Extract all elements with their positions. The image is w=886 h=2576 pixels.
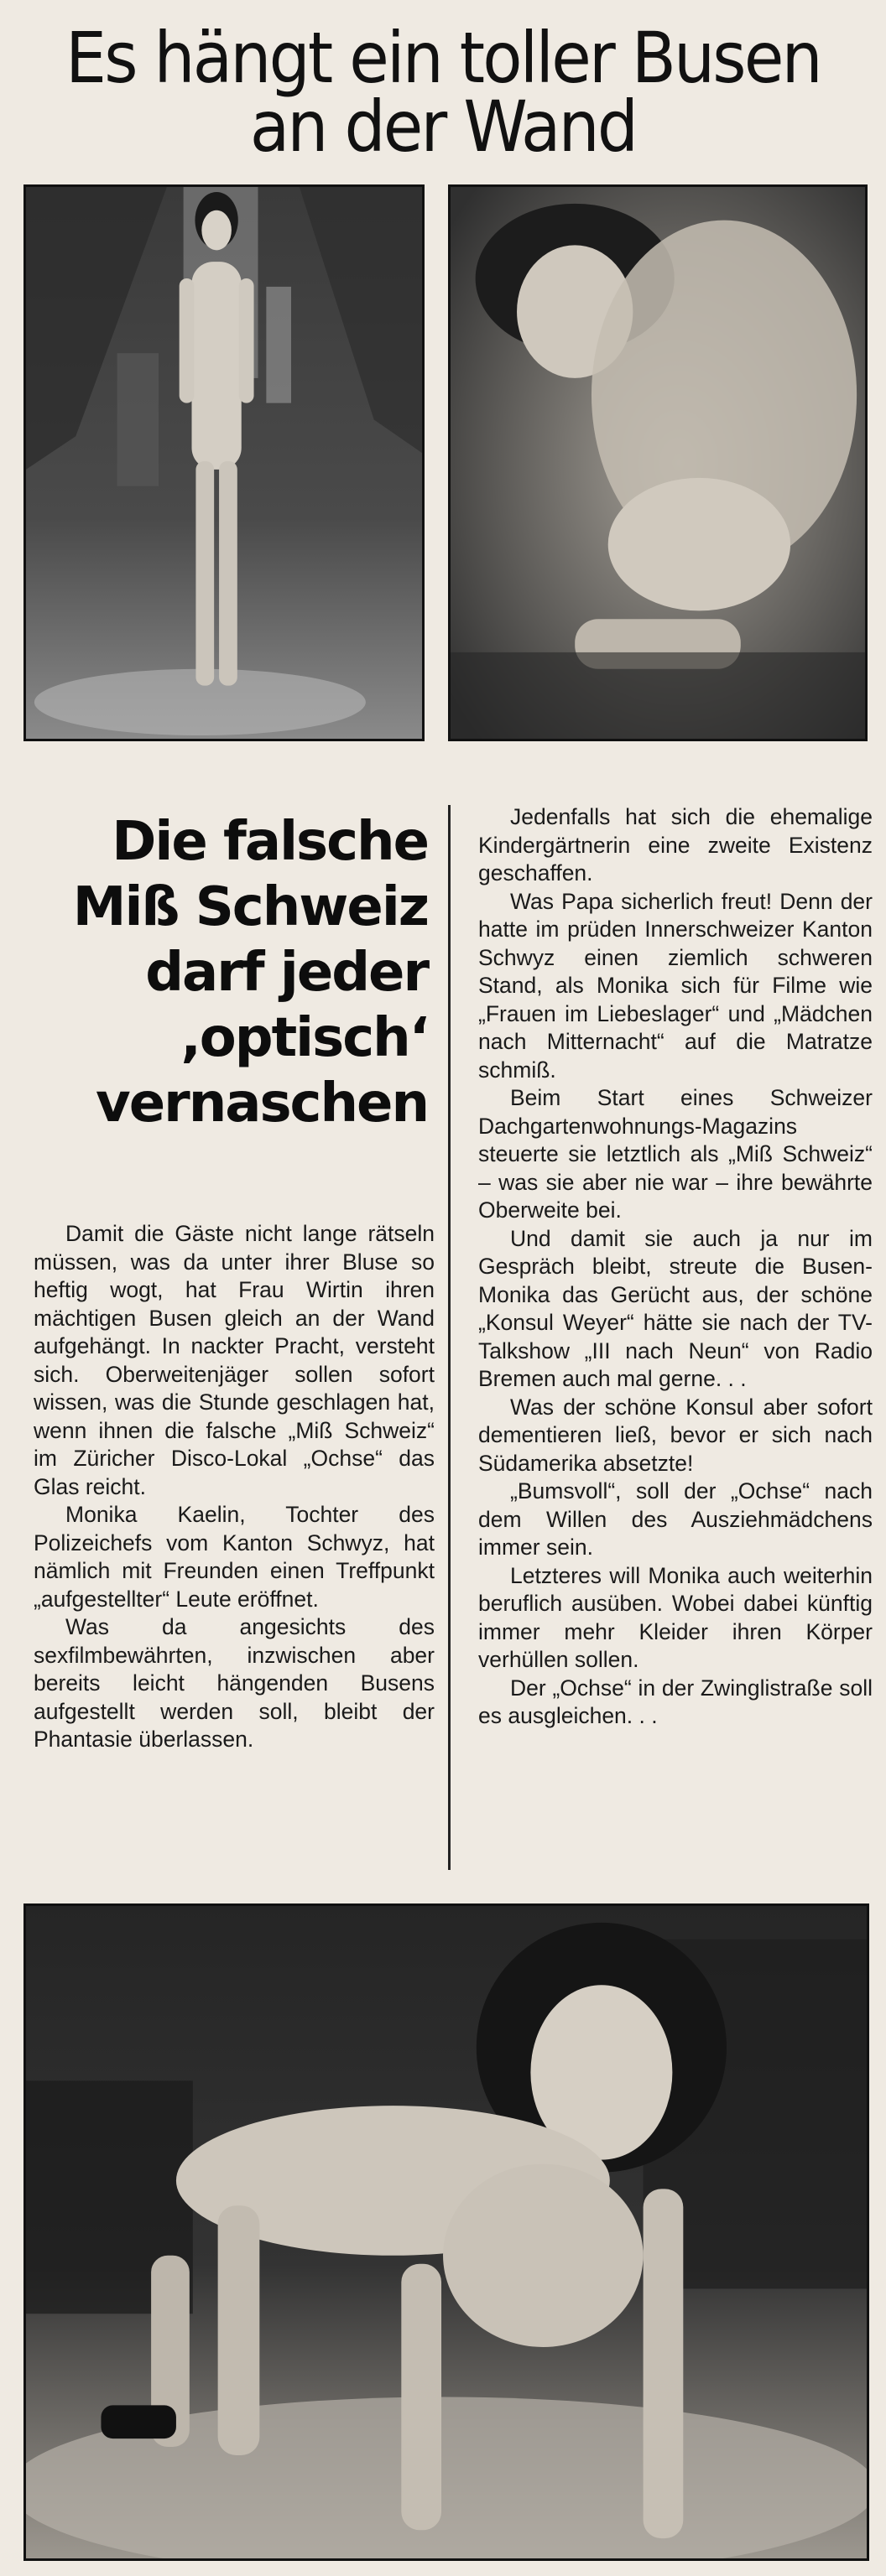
photo-standing xyxy=(23,184,425,741)
paragraph: Monika Kaelin, Tochter des Polizeichefs vom Kanton Schwyz, hat nämlich mit Freunden einen Treffpunkt „aufgestellter“ Leute eröffnet. xyxy=(34,1502,435,1612)
headline-line-2: an der Wand xyxy=(249,86,637,168)
headline xyxy=(35,17,851,168)
subhead-line: darf jeder xyxy=(145,942,428,1004)
paragraph: „Bumsvoll“, soll der „Ochse“ nach dem Willen des Ausziehmädchens immer sein. xyxy=(478,1478,873,1560)
paragraph: Jedenfalls hat sich die ehemalige Kindergärtnerin eine zweite Existenz geschaffen. xyxy=(478,804,873,886)
article-left-column xyxy=(34,1220,435,1754)
subhead-line: vernaschen xyxy=(96,1072,428,1135)
paragraph: Und damit sie auch ja nur im Gespräch bleibt, streute die Busen-Monika das Gerücht aus, der schöne „Konsul Weyer“ hätte sie nach der TV-Talkshow „III nach Neun“ von Radio Bremen auch mal gerne. . . xyxy=(478,1225,873,1391)
subhead-line: ,optisch‘ xyxy=(180,1007,428,1069)
subhead-line: Die falsche xyxy=(112,811,428,873)
paragraph: Letzteres will Monika auch weiterhin beruflich ausüben. Wobei dabei künftig immer mehr Kleider ihren Körper verhüllen sollen. xyxy=(478,1562,873,1672)
paragraph: Was da angesichts des sexfilmbewährten, inzwischen aber bereits leicht hängenden Busens aufgestellt werden soll, bleibt der Phantasie überlassen. xyxy=(34,1614,435,1752)
photo-closeup xyxy=(448,184,868,741)
subhead xyxy=(50,809,428,1136)
photo-bottom xyxy=(23,1903,869,2561)
paragraph: Beim Start eines Schweizer Dachgartenwohnungs-Magazins steuerte sie letztlich als „Miß Schweiz“ – was sie aber nie war – ihre bewährte Oberweite bei. xyxy=(478,1085,873,1223)
paragraph: Was der schöne Konsul aber sofort dementieren ließ, bevor er sich nach Südamerika absetzte! xyxy=(478,1394,873,1476)
article-right-column xyxy=(478,803,873,1731)
paragraph: Was Papa sicherlich freut! Denn der hatte im prüden Innerschweizer Kanton Schwyz einen ziemlich schweren Stand, als Monika sich für Filme wie „Frauen im Liebeslager“ und „Mädchen nach Mitternacht“ auf die Matratze schmiß. xyxy=(478,888,873,1083)
subhead-line: Miß Schweiz xyxy=(72,876,428,938)
headline-line-1: Es hängt ein toller Busen xyxy=(65,17,821,99)
paragraph: Damit die Gäste nicht lange rätseln müssen, was da unter ihrer Bluse so heftig wogt, hat Frau Wirtin ihren mächtigen Busen gleich an der Wand aufgehängt. In nackter Pracht, versteht sich. Oberweitenjäger sollen sofort wissen, was die Stunde geschlagen hat, wenn ihnen die falsche „Miß Schweiz“ im Züricher Disco-Lokal „Ochse“ das Glas reicht. xyxy=(34,1221,435,1499)
column-divider xyxy=(448,805,451,1870)
paragraph: Der „Ochse“ in der Zwinglistraße soll es ausgleichen. . . xyxy=(478,1675,873,1728)
